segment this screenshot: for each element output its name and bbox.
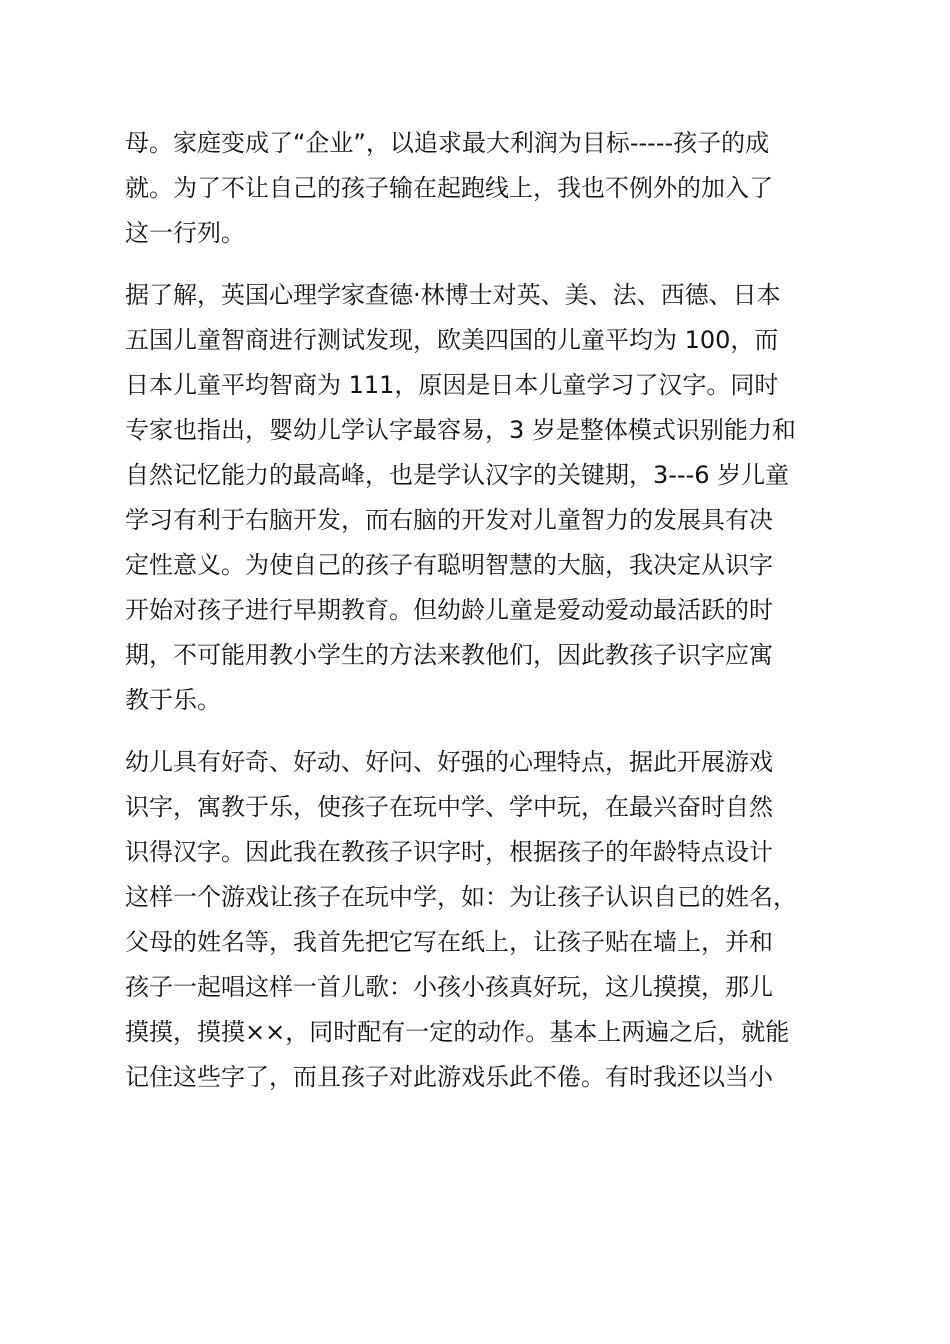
paragraph-3 xyxy=(125,740,830,1100)
text-line: 据了解，英国心理学家查德·林博士对英、美、法、西德、日本 xyxy=(125,281,781,309)
text-line: 日本儿童平均智商为 111，原因是日本儿童学习了汉字。同时 xyxy=(125,371,779,399)
text-line: 母。家庭变成了“企业”，以追求最大利润为目标-----孩子的成 xyxy=(125,129,770,157)
text-line: 摸摸，摸摸××，同时配有一定的动作。基本上两遍之后，就能 xyxy=(125,1018,790,1046)
text-line: 父母的姓名等，我首先把它写在纸上，让孩子贴在墙上，并和 xyxy=(125,928,773,956)
text-line: 专家也指出，婴幼儿学认字最容易，3 岁是整体模式识别能力和 xyxy=(125,416,796,444)
text-line: 记住这些字了，而且孩子对此游戏乐此不倦。有时我还以当小 xyxy=(125,1063,773,1091)
body-text xyxy=(125,121,830,1117)
text-line: 这样一个游戏让孩子在玩中学，如：为让孩子认识自已的姓名， xyxy=(125,883,797,911)
text-line: 识得汉字。因此我在教孩子识字时，根据孩子的年龄特点设计 xyxy=(125,838,773,866)
text-line: 幼儿具有好奇、好动、好问、好强的心理特点，据此开展游戏 xyxy=(125,748,773,776)
text-line: 自然记忆能力的最高峰，也是学认汉字的关键期，3---6 岁儿童 xyxy=(125,461,790,489)
text-line: 这一行列。 xyxy=(125,219,245,247)
paragraph-1 xyxy=(125,121,830,256)
text-line: 识字，寓教于乐，使孩子在玩中学、学中玩，在最兴奋时自然 xyxy=(125,793,773,821)
text-line: 孩子一起唱这样一首儿歌：小孩小孩真好玩，这儿摸摸，那儿 xyxy=(125,973,773,1001)
text-line: 开始对孩子进行早期教育。但幼龄儿童是爱动爱动最活跃的时 xyxy=(125,596,773,624)
paragraph-2 xyxy=(125,273,830,723)
text-line: 就。为了不让自己的孩子输在起跑线上，我也不例外的加入了 xyxy=(125,174,773,202)
text-line: 定性意义。为使自己的孩子有聪明智慧的大脑，我决定从识字 xyxy=(125,551,773,579)
text-line: 教于乐。 xyxy=(125,686,221,714)
text-line: 期，不可能用教小学生的方法来教他们，因此教孩子识字应寓 xyxy=(125,641,773,669)
text-line: 五国儿童智商进行测试发现，欧美四国的儿童平均为 100，而 xyxy=(125,326,779,354)
text-line: 学习有利于右脑开发，而右脑的开发对儿童智力的发展具有决 xyxy=(125,506,773,534)
